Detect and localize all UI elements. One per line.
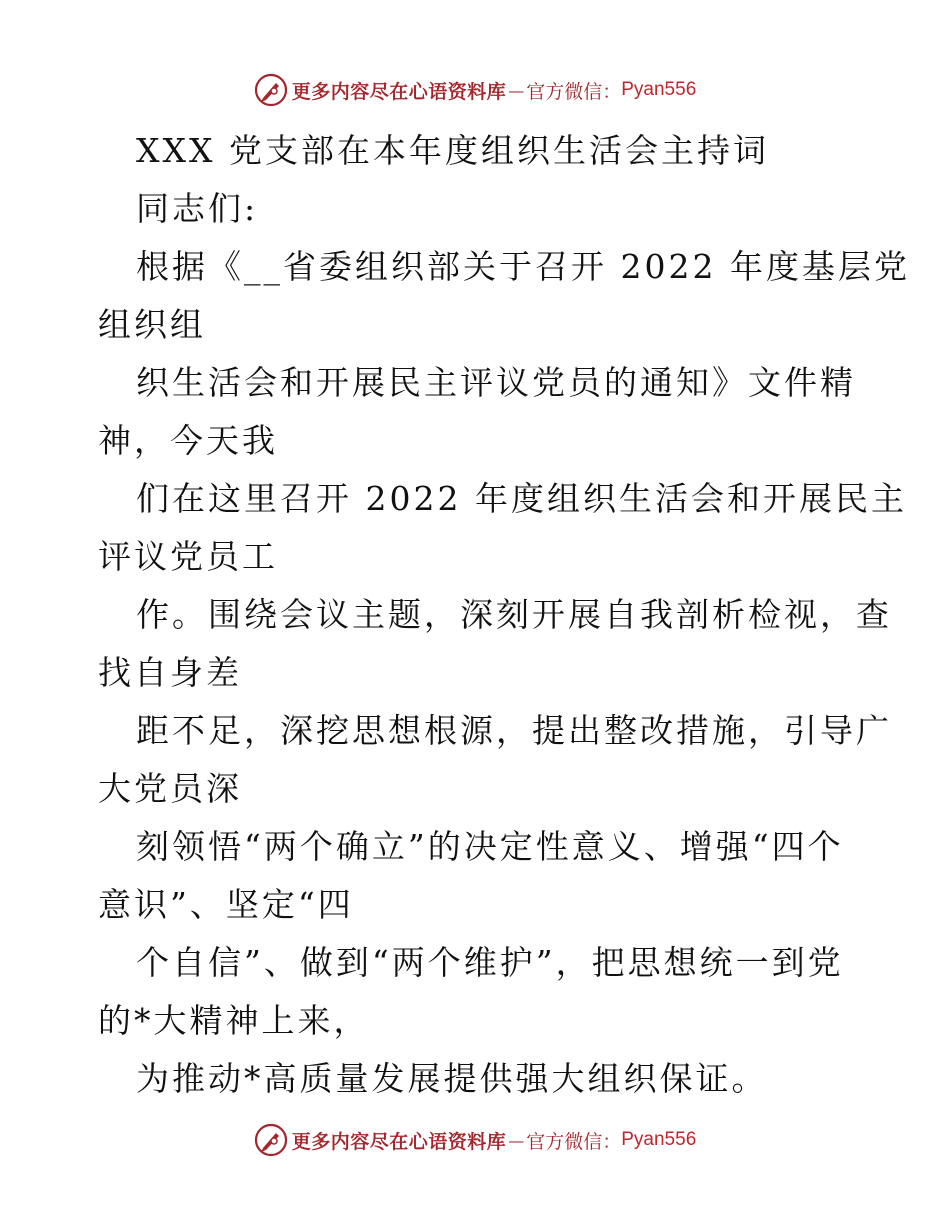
paragraph-line: 作。围绕会议主题，深刻开展自我剖析检视，查 [136,595,892,634]
paragraph-line: 神，今天我 [98,421,278,460]
watermark-separator: — [508,1130,525,1150]
watermark-wechat-label: 官方微信： [526,1130,622,1153]
paragraph-line: 的*大精神上来， [98,1001,370,1040]
paragraph-line: 织生活会和开展民主评议党员的通知》文件精 [136,363,856,402]
paragraph-line: 大党员深 [98,769,242,808]
paragraph-line: 为推动*高质量发展提供强大组织保证。 [136,1059,768,1098]
watermark-handle: Pyan556 [621,1129,697,1150]
watermark-banner-bottom [0,1120,950,1160]
document-title: XXX 党支部在本年度组织生活会主持词 [136,131,769,170]
watermark-handle: Pyan556 [621,79,697,100]
paragraph-line: 组织组 [98,305,206,344]
watermark-separator: — [508,80,525,100]
paragraph-line: 意识”、坚定“四 [98,885,354,924]
paragraph-line: 找自身差 [98,653,242,692]
paragraph-line: 同志们: [136,189,259,228]
document-body [98,122,910,1108]
paragraph-line: 们在这里召开 2022 年度组织生活会和开展民主 [136,479,907,518]
pen-logo-icon [254,73,288,107]
paragraph-line: 根据《__省委组织部关于召开 2022 年度基层党 [136,247,910,286]
paragraph-line: 距不足，深挖思想根源，提出整改措施，引导广 [136,711,892,750]
paragraph-line: 评议党员工 [98,537,278,576]
watermark-wechat-label: 官方微信： [526,80,622,103]
paragraph-line: 个自信”、做到“两个维护”，把思想统一到党 [136,943,844,982]
watermark-main-text: 更多内容尽在心语资料库 [291,80,507,103]
watermark-main-text: 更多内容尽在心语资料库 [291,1130,507,1153]
pen-logo-icon [254,1123,288,1157]
paragraph-line: 刻领悟“两个确立”的决定性意义、增强“四个 [136,827,844,866]
watermark-banner-top [0,70,950,110]
